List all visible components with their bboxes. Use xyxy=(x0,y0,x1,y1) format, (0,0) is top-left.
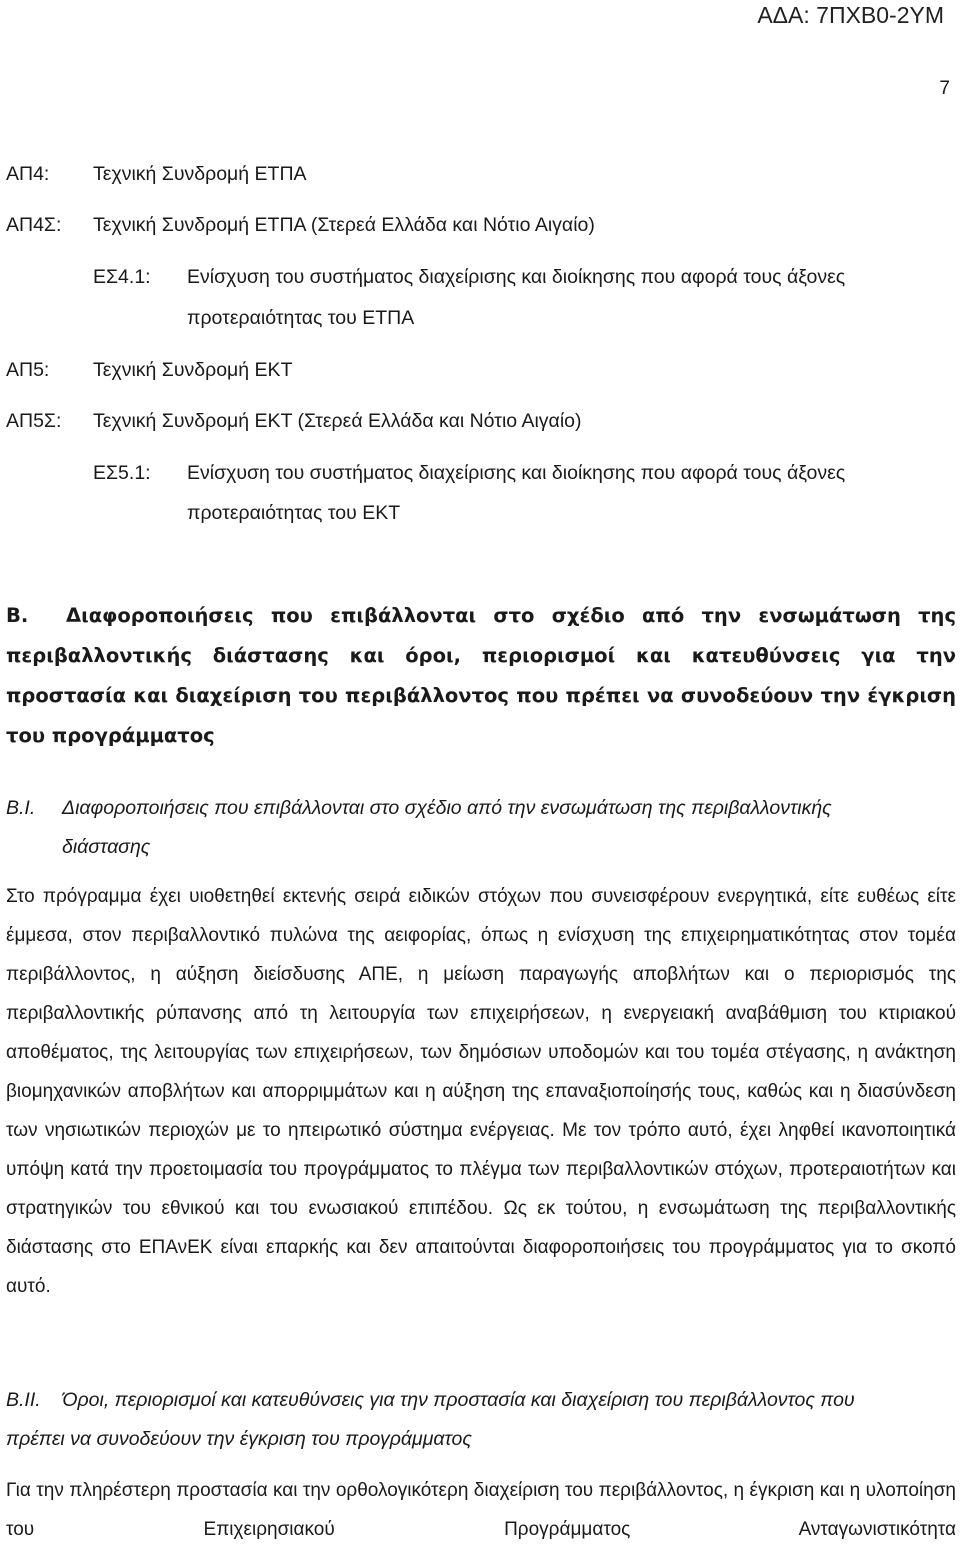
section-b2-title-line2: πρέπει να συνοδεύουν την έγκριση του προγράμματος xyxy=(6,1428,472,1450)
section-b2-title-line1: Όροι, περιορισμοί και κατευθύνσεις για την προστασία και διαχείριση του περιβάλλοντος που xyxy=(62,1389,855,1411)
section-b1-prefix: Β.Ι. xyxy=(6,797,36,819)
ada-code: ΑΔΑ: 7ΠΧΒ0-2ΥΜ xyxy=(757,2,944,28)
item-text-es41-line2: προτεραιότητας του ΕΤΠΑ xyxy=(187,307,415,329)
section-b2-prefix: Β.ΙΙ. xyxy=(6,1389,41,1411)
item-label-ap4s: ΑΠ4Σ: xyxy=(6,214,62,236)
item-label-es41: ΕΣ4.1: xyxy=(93,266,151,288)
item-text-ap5: Τεχνική Συνδρομή ΕΚΤ xyxy=(93,359,293,381)
section-b1-paragraph: Στο πρόγραμμα έχει υιοθετηθεί εκτενής σειρά ειδικών στόχων που συνεισφέρουν ενεργητικά, είτε ευθέως είτε έμμεσα, στον περιβαλλοντικό πυλώνα της αειφορίας, όπως η ενίσχυση της επιχειρηματικότητας στον τομέα περιβάλλοντος, η αύξηση διείσδυσης ΑΠΕ, η μείωση παραγωγής αποβλήτων και ο περιορισμός της περιβαλλοντικής ρύπανσης από τη λειτουργία των επιχειρήσεων, η ενεργειακή αναβάθμιση του κτιριακού αποθέματος, της λειτουργίας των επιχειρήσεων, των δημόσιων υποδομών και του τομέα στέγασης, η ανάκτηση βιομηχανικών αποβλήτων και απορριμμάτων και η αύξηση της επαναξιοποίησής τους, καθώς και η διασύνδεση των νησιωτικών περιοχών με το ηπειρωτικό σύστημα ενέργειας. Με τον τρόπο αυτό, έχει ληφθεί ικανοποιητικά υπόψη κατά την προετοιμασία του προγράμματος το πλέγμα των περιβαλλοντικών στόχων, προτεραιοτήτων και στρατηγικών του εθνικού και του ενωσιακού επιπέδου. Ως εκ τούτου, η ενσωμάτωση της περιβαλλοντικής διάστασης στο ΕΠΑνΕΚ είναι επαρκής και δεν απαιτούνται διαφοροποιήσεις του προγράμματος για το σκοπό αυτό. xyxy=(6,886,956,1297)
item-label-es51: ΕΣ5.1: xyxy=(93,462,151,484)
section-b1-title-line2: διάστασης xyxy=(62,836,151,858)
item-text-ap4s: Τεχνική Συνδρομή ΕΤΠΑ (Στερεά Ελλάδα και Νότιο Αιγαίο) xyxy=(93,214,595,236)
item-text-es51-line2: προτεραιότητας του ΕΚΤ xyxy=(187,502,401,524)
section-b1-title-line1: Διαφοροποιήσεις που επιβάλλονται στο σχέδιο από την ενσωμάτωση της περιβαλλοντικής xyxy=(62,797,832,819)
item-label-ap5s: ΑΠ5Σ: xyxy=(6,410,62,432)
section-b2-paragraph: Για την πληρέστερη προστασία και την ορθολογικότερη διαχείριση του περιβάλλοντος, η έγκριση και η υλοποίηση του Επιχειρησιακού Προγράμματος Ανταγωνιστικότητα xyxy=(6,1480,956,1540)
item-label-ap5: ΑΠ5: xyxy=(6,359,50,381)
item-text-ap4: Τεχνική Συνδρομή ΕΤΠΑ xyxy=(93,163,307,185)
section-b-heading xyxy=(6,596,956,756)
section-b-title: Διαφοροποιήσεις που επιβάλλονται στο σχέδιο από την ενσωμάτωση της περιβαλλοντικής διάστασης και όροι, περιορισμοί και κατευθύνσεις για την προστασία και διαχείριση του περιβάλλοντος που πρέπει να συνοδεύουν την έγκριση του προγράμματος xyxy=(6,604,956,747)
item-text-ap5s: Τεχνική Συνδρομή ΕΚΤ (Στερεά Ελλάδα και Νότιο Αιγαίο) xyxy=(93,410,582,432)
item-text-es51-line1: Ενίσχυση του συστήματος διαχείρισης και διοίκησης που αφορά τους άξονες xyxy=(187,462,846,484)
item-label-ap4: ΑΠ4: xyxy=(6,163,50,185)
item-text-es41-line1: Ενίσχυση του συστήματος διαχείρισης και διοίκησης που αφορά τους άξονες xyxy=(187,266,846,288)
section-b-prefix: Β. xyxy=(6,604,29,627)
page-number: 7 xyxy=(939,78,950,99)
